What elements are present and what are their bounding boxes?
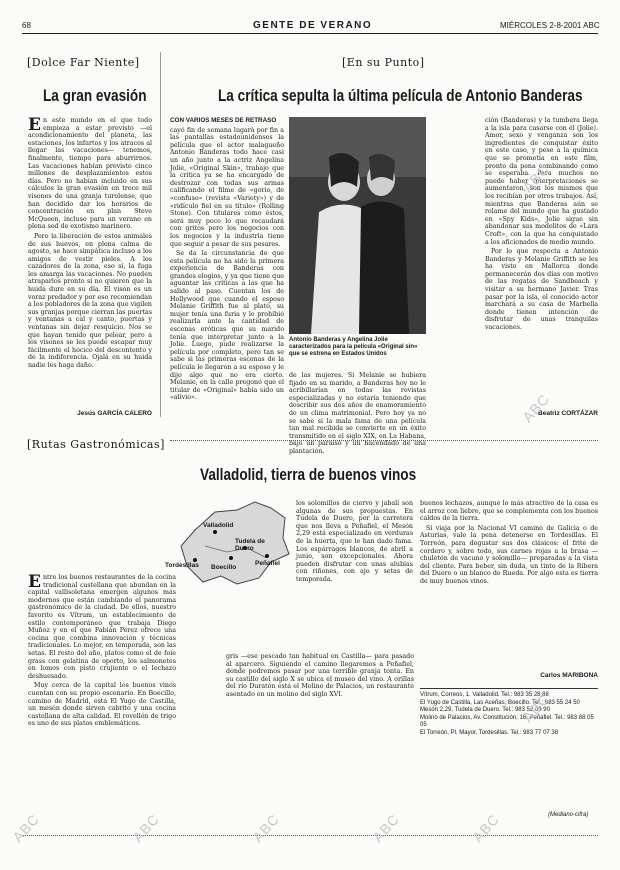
map-label-penafiel: Peñafiel [255, 560, 280, 567]
bottom-dropcap: E [28, 572, 41, 592]
restaurant-listings [420, 688, 598, 762]
map-caption: (Mediano-cifra) [548, 812, 589, 818]
watermark-6: ABC [519, 690, 553, 726]
left-kicker: [Dolce Far Niente] [27, 56, 140, 69]
watermark-8: ABC [519, 160, 553, 196]
photo-caption: Antonio Banderas y Angelina Jolie caracterizados para la película «Original sin» que se estrena en Estados Unidos [289, 337, 418, 358]
listing-4: Molino de Palacios, Av. Constitución, 16. Peñafiel. Tel.: 983 88 05 05 [420, 714, 594, 729]
bottom-title: Valladolid, tierra de buenos vinos [200, 465, 417, 484]
bottom-col-2b [226, 653, 414, 753]
movie-photo [289, 117, 426, 334]
bottom-col3-para-2: Si viaja por la Nacional VI camino de Galicia o de Asturias, vale la pena detenerse en Tordesillas. El Torreón, para degustar sus dos clásicos: el frite de cordero y, sobre todo, sus carnes rojas a la brasa —chuletón de vacuno y solomillo— preparadas a la vista del cliente. Para beber, sin duda, un tinto de la Ribera del Duero o un blanco de Rueda. Por algo esta es tierra de muy buenos vinos. [420, 524, 598, 585]
bottom-col2-para-2: gris —ese pescado tan habitual en Castilla— para pasado al aparcero. Siguiendo el camino llegaremos a Peñafiel, donde podremos pasar por una terrible granja tonta. En su castillo del siglo X se ubica el museo del vino. A orillas del río Duratón está el Molino de Palacios, un restaurante asentado en un molino del siglo XVI. [226, 653, 414, 698]
bottom-col-2 [296, 500, 413, 650]
center-lead: CON VARIOS MESES DE RETRASO [170, 117, 277, 124]
column-divider [160, 52, 161, 417]
listing-2: El Yugo de Castilla, Las Aceñas, Boecillo. Tel.: 983 55 24 50 [420, 699, 580, 706]
province-map [165, 500, 295, 590]
listing-3: Mesón 2,29, Tudela de Duero. Tel.: 983 52 09 90 [420, 707, 550, 714]
bottom-kicker: [Rutas Gastronómicas] [27, 438, 165, 451]
left-paragraph-2: Pero la liberación de estos animales de sus huevos, en plena calma de agosto, se hace simpática incluso a los amigos de vestir pieles. A los cazadores de la zona, eso sí, la fuga les amarga las vacaciones. No pueden atraparlos pronto si no quieren que la huida dure en su día. El visón es un voraz predador y por eso recomiendan a los pobladores de la zona que vigilen sus granjas porque cierran las puertas y ventanas a cal y canto, puertas y ventanas sin dejar resquicio. Nos se que hayan tenido que pelear, pero a los visones se les puede escapar muy fácilmente el hocico del descontento y de la indiferencia. Ojalá en su huida nadie les haga daño. [28, 232, 152, 369]
left-byline: Jesús GARCÍA CALERO [77, 410, 152, 417]
center-col3-para-2: Por lo que respecta a Antonio Banderas y Melanie Griffith se les ha visto en Mallorca donde permanecerán dos días con motivo de las regatas de Sandbeach y visitar a su hermano Javier. Tras pasar por la isla, el conocido actor marchará a su casa de Marbella donde tienen intención de disfrutar de unas tranquilas vacaciones. [485, 248, 598, 332]
map-label-boecillo: Boecillo [211, 564, 237, 571]
map-label-tudela: Tudela de Duero [235, 538, 265, 552]
center-col3-para-1: ción (Banderas) y la tumbera llega a la isla para casarse con él (Jolie). Amor, sexo y venganza son los ingredientes de conquistar éxito en este caso, y pese a la química que se prometía en este film, pronto da pena combinando como se esperaba. Para muchos no puede haber interpretaciones se aumentaron, son los mismos que los recibían por otros trabajos. Así, mientras que Banderas aún se relame del mundo que ha gustado en «Spy Kids», Jolie sigue sin abandonar sus modelitos de «Lara Croft», con la que ha conquistado a los aficionados de medio mundo. [485, 117, 598, 246]
left-title: La gran evasión [43, 86, 147, 105]
bottom-col2-para-1: los solomillos de ciervo y jabalí son algunas de sus propuestas. En Tudela de Duero, por la carretera que nos lleva a Peñafiel, el Mesón 2,29 está especializado en verduras de la huerta, que le han dado fama. Los espárragos blancos, de abril a junio, son excepcionales. Ahora pueden disfrutar con unas alubias con riñones, con ajo y setas de temporada. [296, 500, 413, 583]
listing-1: Vítrum, Correos, 1. Valladolid. Tel.: 983 35 28 88 [420, 692, 549, 698]
watermark-3: ABC [249, 810, 283, 846]
watermark-2: ABC [129, 810, 163, 846]
bottom-col3-para-1: buenos lechazos, aunque lo más atractivo de la casa es el arroz con liebre, que se complementa con los buenos caldos de la tierra. [420, 500, 598, 523]
bottom-col-1 [28, 574, 176, 836]
page-number: 68 [22, 21, 31, 30]
center-title: La crítica sepulta la última película de Antonio Banderas [218, 86, 583, 105]
map-label-tordesillas: Tordesillas [165, 562, 199, 569]
footer-rule [22, 835, 598, 836]
watermark-4: ABC [369, 810, 403, 846]
left-paragraph-1: n este mundo en el que todo empieza a estar previsto —el acondicionamiento del planeta, las estaciones, los infartos y los atracos al llegar las vacaciones— tenemos, finalmente, tiempo para aburrirnos. Las vacaciones habían previsto cinco millones de desplazamientos estos días. Pero no habían incluido en sus cálculos la gran evasión en trece mil visones de una granja turolense, que han decidido dar los horarios de concentración en plan Steve McQueen, incluso para un verano en plena sed de exotismo marinero. [28, 117, 152, 231]
header-rule [22, 33, 598, 34]
movie-photo-art [289, 117, 426, 334]
left-body [28, 117, 152, 395]
center-col-2: de las mujeres. Si Melanie se hubiera fijado en su marido, a Banderas hoy no le acribillarían en todas las revistas especializadas y no estaría teniendo que describir sus dos años de enamoramiento de un clima matrimonial. Pero hoy ya no se sabe si la mala fama de una película tan mal recibida se convierte en un éxito transmitido en el siglo XIX, en La Habana, bajo un paraíso y un hacendado de una plantación. [289, 372, 426, 455]
center-col1-para-1: cayó fin de semana lugarà por fin a las pantallas estadounidenses la película que el actor malagueño Antonio Banderas todo hace casi un año junto a la actriz Angelina Jolie, «Original Skin», trabajo que la crítica ya se ha encargado de destrozar con todas sus armas calificando el filme de «gorio, de «confuso» (revista «Variety») y de «ridículo fiel en su título» (Rolling Stone). Con titulares como éstos, será muy poco lo que recaudará con gritos pero los negocios con los negocios y la industria tiene que seguir a pesar de sus pesares. [170, 126, 284, 248]
bottom-col1-para-1: ntre los buenos restaurantes de la cocina tradicional castellana que abundan en la capital vallisoletana emergen algunos más modernos que están cambiando el panorama gastronómico de la ciudad. De ellos, nuestro favorito es Vítrum, un establecimiento de estilo contemporáneo que trabaja Diego Muñoz y en el que Fabián Pérez ofrece una cocina que combina innovación y técnicas tradicionales. Lo mejor, en temporada, son las setas. El resto del año, platos como el de foie grass con gelatina de oporto, los salmonetes en lomos con pisto crujiente o el lechazo deshuesado. [28, 574, 176, 680]
section-divider [170, 440, 598, 441]
section-title: GENTE DE VERANO [253, 20, 373, 31]
left-dropcap: E [28, 115, 41, 135]
center-col1-para-2: Se da la circunstancia de que esta película no ha sido la primera experiencia de Banderas con grandes elogios, y ya que tiene que aguantar las críticas a las que ha salido al paso. Cuentan los de Hollywood que cuando el esposo Melanie Griffith fue al plató, su mujer tenía una furia y le prohibió realizarla ante la cantidad de escenas eróticas que su marido tenía que interpretar junto a la Jolie. Luego, pude realizarse la película por completo, pero tan se sabe si las primeras escenas de la película le llegaron a su esposo y le dijo algo que no era cierto. Melanie, en la calle pregonó que el titular de «Original» había sido un «alivio». [170, 250, 284, 402]
map-label-valladolid: Valladolid [203, 522, 234, 529]
watermark-1: ABC [9, 810, 43, 846]
center-byline: Beatriz CORTÁZAR [538, 410, 598, 417]
bottom-col-3 [420, 500, 598, 668]
date-line: MIÉRCOLES 2-8-2001 ABC [500, 21, 600, 30]
watermark-5: ABC [469, 810, 503, 846]
bottom-byline: Carlos MARIBONA [540, 672, 598, 679]
bottom-col1-para-2: Muy cerca de la capital los buenos vinos cuentan con su propio escenario. En Boecillo, camino de Madrid, está El Yugo de Castilla, un mesón donde sirven cabrito y una cocina castellana de alta calidad. El rovellón de trigo es uno de sus platos emblemáticos. [28, 682, 176, 728]
center-col-1 [170, 117, 284, 417]
center-kicker: [En su Punto] [342, 56, 425, 69]
watermark-7: ABC [519, 390, 553, 426]
listing-5: El Torreón, Pl. Mayor, Tordesillas. Tel.: 983 77 07 38 [420, 729, 559, 736]
